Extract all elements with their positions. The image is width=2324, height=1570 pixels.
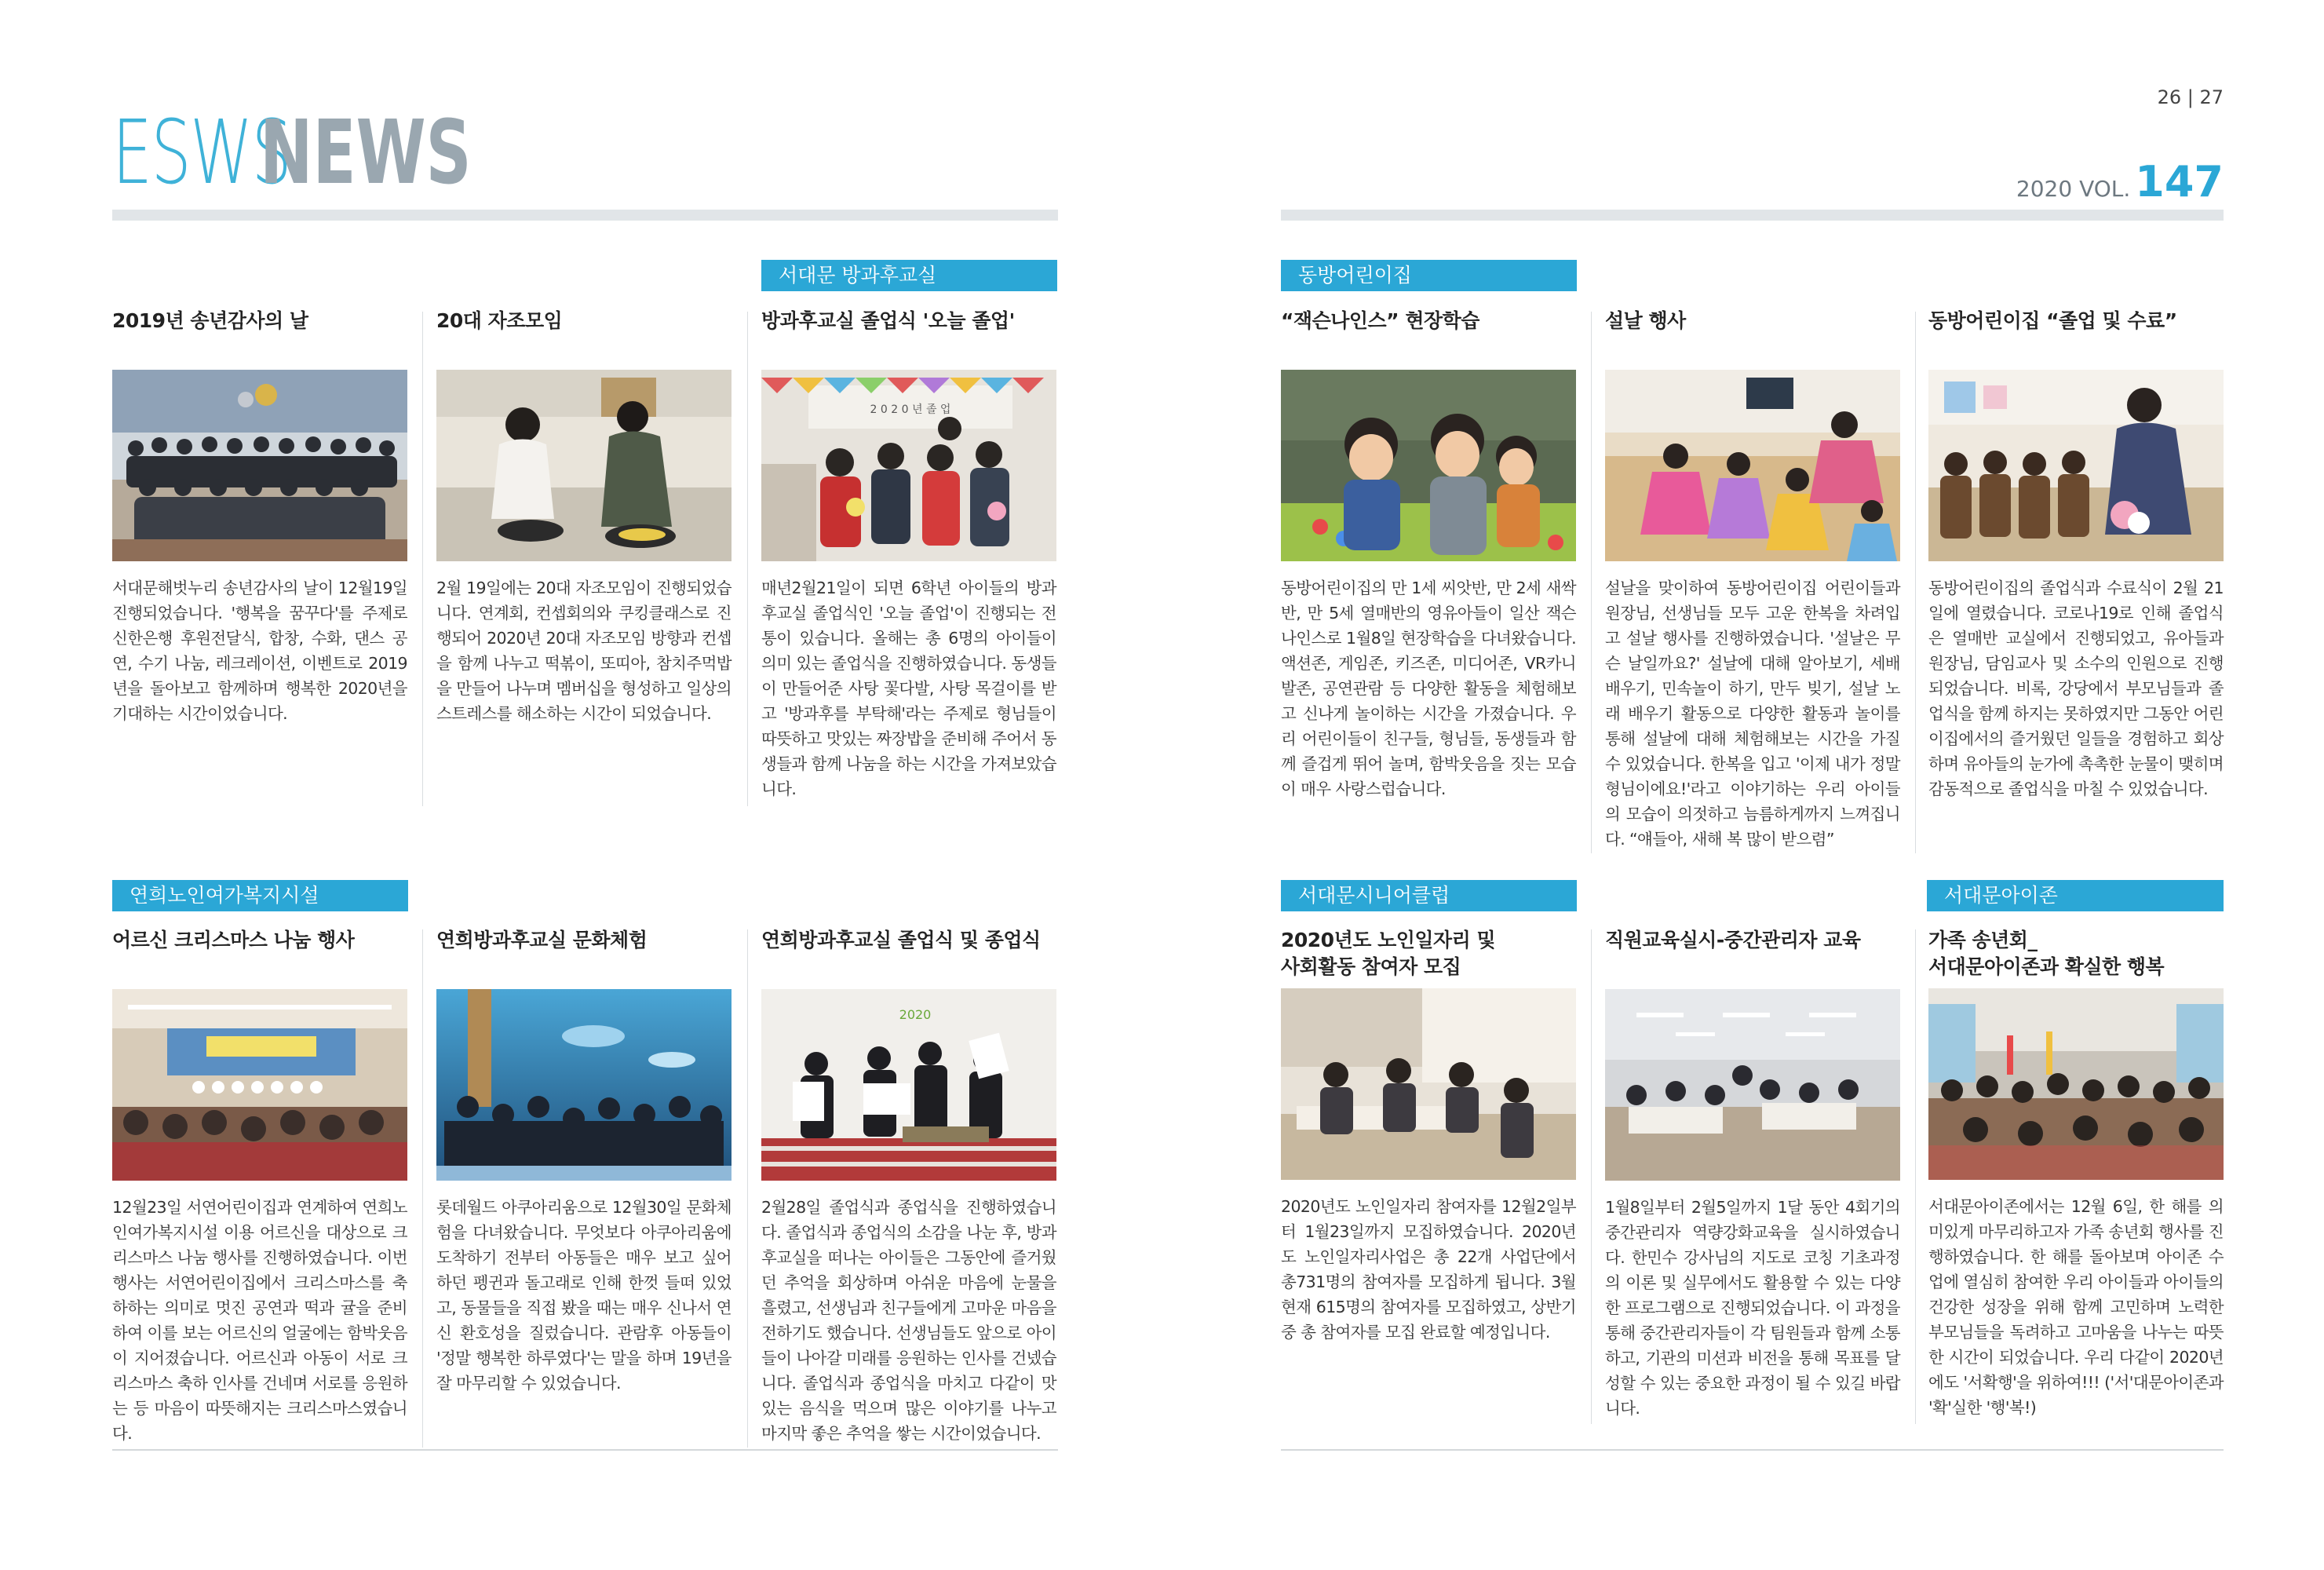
article-body: 서대문해벗누리 송년감사의 날이 12월19일 진행되었습니다. '행복을 꿈꾸다'를 주제로 신한은행 후원전달식, 합창, 수화, 댄스 공연, 수기 나눔, 레크레이션, 이벤트로 2019년을 돌아보고 함께하며 행복한 2020년을 기대하는 시간이었습니다. xyxy=(112,579,407,723)
cooking-photo xyxy=(436,370,731,561)
article-title: 2020년도 노인일자리 및 사회활동 참여자 모집 xyxy=(1281,929,1496,978)
article-body: 2020년도 노인일자리 참여자를 12월2일부터 1월23일까지 모집하였습니다. 2020년도 노인일자리사업은 총 22개 사업단에서 총731명의 참여자를 모집하게 됩니다. 3월 현재 615명의 참여자를 모집하였고, 상반기 중 총 참여자를 모집 완료할 예정입니다. xyxy=(1281,1197,1576,1342)
column-divider xyxy=(422,929,423,1448)
ribbon-text: 2020 xyxy=(899,1007,932,1022)
section-tag-senior-club: 서대문시니어클럽 xyxy=(1281,880,1577,911)
article-body: 12월23일 서연어린이집과 연계하여 연희노인여가복지시설 이용 어르신을 대상으로 크리스마스 나눔 행사를 진행하였습니다. 이번 행사는 서연어린이집에서 크리스마스를 축하하는 의미로 멋진 공연과 떡과 귤을 준비하여 이를 보는 어르신의 얼굴에는 함박웃음이 지어졌습니다. 어르신과 아동이 서로 크리스마스 축하 인사를 건네며 서로를 응원하는 등 마음이 따뜻해지는 크리스마스였습니다. xyxy=(112,1198,407,1443)
column-divider xyxy=(422,312,423,806)
logo-news: NEWS xyxy=(259,102,472,204)
logo-esws: ESWS xyxy=(112,102,291,204)
christmas-event-photo xyxy=(112,989,407,1181)
article-body: 동방어린이집의 만 1세 씨앗반, 만 2세 새싹반, 만 5세 열매반의 영유아들이 일산 잭슨나인스로 1월8일 현장학습을 다녀왔습니다. 액션존, 게임존, 키즈존, 미디어존, VR카니발존, 공연관람 등 다양한 활동을 체험해보고 신나게 놀이하는 시간을 가졌습니다. 우리 어린이들이 친구들, 형님들, 동생들과 함께 즐겁게 뛰어 놀며, 함박웃음을 짓는 모습이 매우 사랑스럽습니다. xyxy=(1281,579,1576,798)
vol-number: 147 xyxy=(2135,157,2224,206)
header-rule-right xyxy=(1281,210,2224,221)
article-title: 연희방과후교실 졸업식 및 종업식 xyxy=(761,929,1041,951)
article-title: 동방어린이집 “졸업 및 수료” xyxy=(1928,309,2177,332)
group-photo xyxy=(112,370,407,561)
article-body: 2월28일 졸업식과 종업식을 진행하였습니다. 졸업식과 종업식의 소감을 나눈 후, 방과후교실을 떠나는 아이들은 그동안에 즐거웠던 추억을 회상하며 아쉬운 마음에 눈물을 흘렸고, 선생님과 친구들에게 고마운 마음을 전하기도 했습니다. 선생님들도 앞으로 아이들이 나아갈 미래를 응원하는 인사를 건넸습니다. 졸업식과 종업식을 마치고 다같이 맛있는 음식을 먹으며 많은 이야기를 나누고 마지막 좋은 추억을 쌓는 시간이었습니다. xyxy=(761,1198,1056,1443)
column-divider xyxy=(1915,929,1916,1424)
kindergarten-graduation-photo xyxy=(1928,370,2224,561)
senior-recruitment-photo xyxy=(1281,988,1576,1180)
section-tag-yeonhui: 연희노인여가복지시설 xyxy=(112,880,408,911)
footer-rule-left xyxy=(112,1449,1058,1451)
article-title: 20대 자조모임 xyxy=(436,309,563,332)
kids-field-trip-photo xyxy=(1281,370,1576,561)
column-divider xyxy=(747,312,748,806)
article-yeonhui-graduation xyxy=(761,927,1056,1446)
article-afterschool-graduation xyxy=(761,308,1056,801)
article-title: 설날 행사 xyxy=(1605,309,1686,332)
article-body: 설날을 맞이하여 동방어린이집 어린이들과 원장님, 선생님들 모두 고운 한복을 차려입고 설날 행사를 진행하였습니다. '설날은 무슨 날일까요?' 설날에 대해 알아보기, 세배 배우기, 민속놀이 하기, 만두 빚기, 설날 노래 배우기 활동으로 다양한 활동과 놀이를 통해 설날에 대해 체험해보는 시간을 가질 수 있었습니다. 한복을 입고 '이제 내가 정말 형님이에요!'라고 이야기하는 우리 아이들의 모습이 의젓하고 늠름하게까지 느껴집니다. “얘들아, 새해 복 많이 받으렴” xyxy=(1605,579,1900,849)
article-title: 직원교육실시-중간관리자 교육 xyxy=(1605,929,1861,951)
article-title: 연희방과후교실 문화체험 xyxy=(436,929,648,951)
article-lunar-new-year xyxy=(1605,308,1900,852)
family-party-photo xyxy=(1928,988,2224,1180)
article-body: 매년2월21일이 되면 6학년 아이들의 방과후교실 졸업식인 '오늘 졸업'이 진행되는 전통이 있습니다. 올해는 총 6명의 아이들이 의미 있는 졸업식을 진행하였습니다. 동생들이 만들어준 사탕 꽃다발, 사탕 목걸이를 받고 '방과후를 부탁해'라는 주제로 형님들이 따뜻하고 맛있는 짜장밥을 준비해 주어서 동생들과 함께 나눔을 하는 시간을 가져보았습니다. xyxy=(761,579,1056,798)
section-tag-afterschool: 서대문 방과후교실 xyxy=(761,260,1057,291)
column-divider xyxy=(1915,312,1916,853)
article-body: 동방어린이집의 졸업식과 수료식이 2월 21일에 열렸습니다. 코로나19로 인해 졸업식은 열매반 교실에서 진행되었고, 유아들과 원장님, 담임교사 및 소수의 인원으로 진행되었습니다. 비록, 강당에서 부모님들과 졸업식을 함께 하지는 못하였지만 그동안 어린이집에서의 즐거웠던 일들을 경험하고 회상하며 유아들의 눈가에 촉촉한 눈물이 맺히며 감동적으로 졸업식을 마칠 수 있었습니다. xyxy=(1928,579,2224,798)
article-body: 1월8일부터 2월5일까지 1달 동안 4회기의 중간관리자 역량강화교육을 실시하였습니다. 한민수 강사님의 지도로 코칭 기초과정의 이론 및 실무에서도 활용할 수 있는 다양한 프로그램으로 진행되었습니다. 이 과정을 통해 중간관리자들이 각 팀원들과 함께 소통하고, 기관의 미션과 비전을 통해 목표를 달성할 수 있는 중요한 과정이 될 수 있길 바랍니다. xyxy=(1605,1198,1900,1418)
article-body: 롯데월드 아쿠아리움으로 12월30일 문화체험을 다녀왔습니다. 무엇보다 아쿠아리움에 도착하기 전부터 아동들은 매우 보고 싶어 하던 펭귄과 돌고래로 인해 한껏 들떠 있었고, 동물들을 직접 봤을 때는 매우 신나서 연신 환호성을 질렀습니다. 관람후 아동들이 '정말 행복한 하루였다'는 말을 하며 19년을 잘 마무리할 수 있었습니다. xyxy=(436,1198,731,1393)
banner-text: 2 0 2 0 년 졸 업 xyxy=(870,403,951,416)
article-title: 방과후교실 졸업식 '오늘 졸업' xyxy=(761,309,1015,332)
aquarium-photo xyxy=(436,989,731,1181)
article-body: 2월 19일에는 20대 자조모임이 진행되었습니다. 연계회, 컨셉회의와 쿠킹클래스로 진행되어 2020년 20대 자조모임 방향과 컨셉을 함께 나누고 떡볶이, 또띠아, 참치주먹밥을 만들어 나누며 멤버십을 형성하고 일상의 스트레스를 해소하는 시간이 되었습니다. xyxy=(436,579,731,723)
article-body: 서대문아이존에서는 12월 6일, 한 해를 의미있게 마무리하고자 가족 송년회 행사를 진행하였습니다. 한 해를 돌아보며 아이존 수업에 열심히 참여한 우리 아이들과 아이들의 건강한 성장을 위해 함께 고민하며 노력한 부모님들을 독려하고 고마움을 나누는 따뜻한 시간이 되었습니다. 우리 다같이 2020년에도 '서확행'을 위하여!!! ('서'대문아이존과 '확'실한 '행'복!) xyxy=(1928,1197,2224,1417)
vol-year: 2020 VOL. xyxy=(2016,176,2131,202)
footer-rule-right xyxy=(1281,1449,2224,1451)
article-title: “잭슨나인스” 현장학습 xyxy=(1281,309,1479,332)
article-senior-jobs xyxy=(1281,927,1576,1345)
article-title: 2019년 송년감사의 날 xyxy=(112,309,308,332)
article-manager-training xyxy=(1605,927,1900,1421)
training-photo xyxy=(1605,989,1900,1181)
article-title: 어르신 크리스마스 나눔 행사 xyxy=(112,929,355,951)
article-title: 가족 송년회_ 서대문아이존과 확실한 행복 xyxy=(1928,929,2165,978)
column-divider xyxy=(1591,312,1592,853)
certificate-photo xyxy=(761,989,1056,1181)
article-aquarium-trip xyxy=(436,927,731,1396)
section-tag-dongbang: 동방어린이집 xyxy=(1281,260,1577,291)
graduation-photo xyxy=(761,370,1056,561)
article-christmas-sharing xyxy=(112,927,407,1446)
article-year-end-thanks xyxy=(112,308,407,726)
article-twenties-group xyxy=(436,308,731,726)
header-rule-left xyxy=(112,210,1058,221)
article-dongbang-graduation xyxy=(1928,308,2224,801)
article-jackson-nines xyxy=(1281,308,1576,801)
hanbok-photo xyxy=(1605,370,1900,561)
column-divider xyxy=(1591,929,1592,1424)
section-tag-ai-zone: 서대문아이존 xyxy=(1927,880,2224,911)
article-family-party xyxy=(1928,927,2224,1420)
column-divider xyxy=(747,929,748,1448)
volume-label xyxy=(2016,157,2224,206)
page-numbers: 26 | 27 xyxy=(2157,86,2224,108)
magazine-logo xyxy=(112,102,553,204)
